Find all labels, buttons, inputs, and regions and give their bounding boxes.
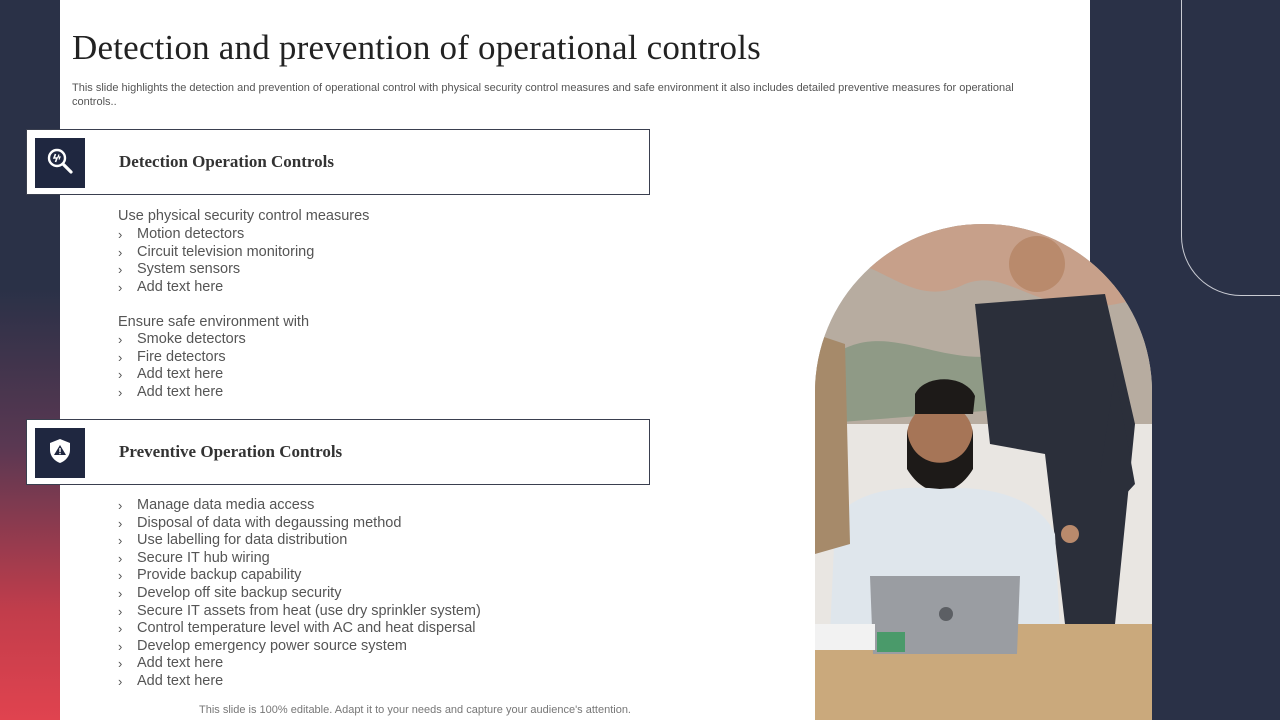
list-item: › Add text here [118, 366, 246, 384]
list-item: › Control temperature level with AC and heat dispersal [118, 620, 481, 638]
slide-title: Detection and prevention of operational controls [72, 28, 761, 67]
detection-icon-tile [35, 138, 85, 188]
footer-note: This slide is 100% editable. Adapt it to your needs and capture your audience's attention. [199, 704, 631, 716]
detection-list-1 [118, 226, 314, 296]
detection-lead-1: Use physical security control measures [118, 208, 370, 224]
preventive-icon-tile [35, 428, 85, 478]
list-item: › System sensors [118, 261, 314, 279]
list-item: › Add text here [118, 673, 481, 691]
shield-warning-icon [45, 436, 75, 471]
list-item: › Develop off site backup security [118, 585, 481, 603]
list-item: › Circuit television monitoring [118, 244, 314, 262]
list-item: › Fire detectors [118, 349, 246, 367]
slide-subtitle: This slide highlights the detection and prevention of operational control with physical security control measures and safe environment it also includes detailed preventive measures for operational controls.. [72, 82, 1014, 108]
list-item: › Motion detectors [118, 226, 314, 244]
list-item: › Disposal of data with degaussing method [118, 515, 481, 533]
list-item: › Add text here [118, 384, 246, 402]
detection-lead-2: Ensure safe environment with [118, 314, 310, 330]
detection-list-2 [118, 331, 246, 401]
detection-header-box [26, 129, 650, 195]
list-item: › Add text here [118, 655, 481, 673]
list-item: › Secure IT hub wiring [118, 550, 481, 568]
list-item: › Add text here [118, 279, 314, 297]
list-item: › Secure IT assets from heat (use dry sprinkler system) [118, 603, 481, 621]
magnifier-icon [45, 146, 75, 181]
preventive-list [118, 497, 481, 691]
team-photo [815, 224, 1152, 720]
detection-heading: Detection Operation Controls [119, 152, 334, 171]
list-item: › Use labelling for data distribution [118, 532, 481, 550]
preventive-heading: Preventive Operation Controls [119, 442, 343, 461]
list-item: › Smoke detectors [118, 331, 246, 349]
preventive-header-box [26, 419, 650, 485]
list-item: › Develop emergency power source system [118, 638, 481, 656]
list-item: › Manage data media access [118, 497, 481, 515]
list-item: › Provide backup capability [118, 567, 481, 585]
decorative-arc [1181, 0, 1280, 296]
